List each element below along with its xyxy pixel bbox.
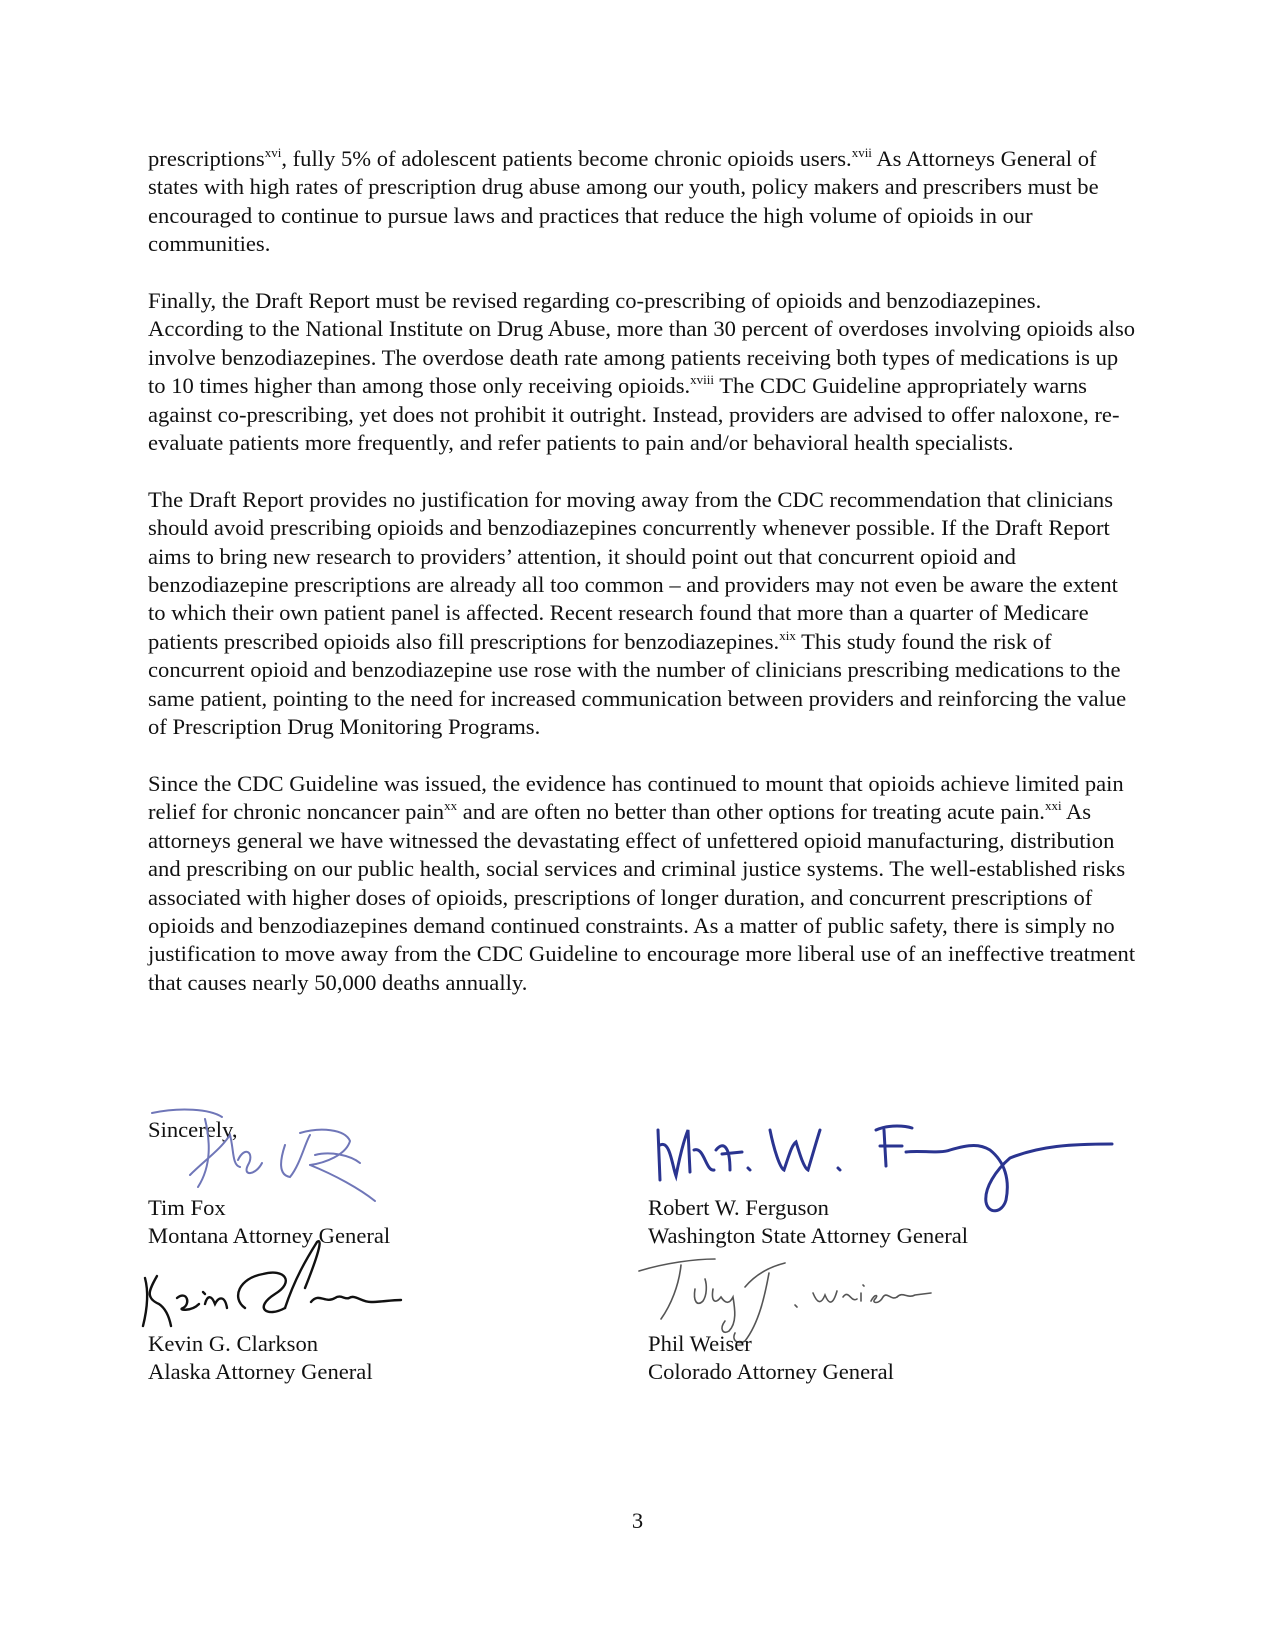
paragraph-text: This study found the risk of concurrent opioid and benzodiazepine use rose with the number of clinicians prescribing medications to the same patient, pointing to the need for increased communication between providers and reinforcing the value of Prescription Drug Monitoring Programs. [148, 628, 1127, 740]
signatory-name: Phil Weiser [648, 1331, 752, 1356]
footnote-marker: xviii [690, 372, 715, 388]
signatory-block [148, 1330, 373, 1387]
paragraph-text: As Attorneys General of states with high rates of prescription drug abuse among our youth, policy makers and prescribers must be encouraged to continue to pursue laws and practices that reduce the high volume of opioids in our communities. [148, 146, 1099, 257]
footnote-marker: xvi [264, 145, 282, 160]
paragraph-text: The Draft Report provides no justification for moving away from the CDC recommendation that clinicians should avoid prescribing opioids and benzodiazepines concurrently whenever possible. If the Draft Report aims to bring new research to providers’ attention, it should point out that concurrent opioid and benzodiazepine prescriptions are already all too common – and providers may not even be aware the extent to which their own patient panel is affected. Recent research found that more than a quarter of Medicare patients prescribed opioids also fill prescriptions for benzodiazepines. [148, 486, 1118, 654]
paragraph-text: and are often no better than other options for treating acute pain. [457, 799, 1045, 825]
closing-salutation: Sincerely, [148, 1117, 238, 1142]
signatory-block [148, 1194, 390, 1251]
footnote-marker: xvii [851, 145, 872, 160]
paragraph-text: The CDC Guideline appropriately warns against co-prescribing, yet does not prohibit it outright. Instead, providers are advised to offer naloxone, re-evaluate patients more frequently, and refer patients to pain and/or behavioral health specialists. [148, 373, 1120, 456]
signatory-title: Colorado Attorney General [648, 1359, 894, 1385]
signature-kevin-clarkson [135, 1238, 405, 1333]
paragraph [148, 486, 1138, 742]
paragraph-text: Finally, the Draft Report must be revised regarding co-prescribing of opioids and benzodiazepines. According to the National Institute on Drug Abuse, more than 30 percent of overdoses involving opioids also involve benzodiazepines. The overdose death rate among patients receiving both types of medications is up to 10 times higher than among those only receiving opioids. [148, 288, 1136, 399]
letter-body [148, 145, 1138, 1026]
paragraph-text: As attorneys general we have witnessed the devastating effect of unfettered opioid manufacturing, distribution and prescribing on our public health, social services and criminal justice systems. The well-established risks associated with higher doses of opioids, prescriptions of longer duration, and concurrent prescriptions of opioids and benzodiazepines demand continued constraints. As a matter of public safety, there is simply no justification to move away from the CDC Guideline to encourage more liberal use of an ineffective treatment that causes nearly 50,000 deaths annually. [148, 799, 1136, 995]
signatory-block [648, 1194, 968, 1251]
footnote-marker: xxi [1044, 798, 1062, 814]
page-number: 3 [631, 1508, 644, 1533]
paragraph-text: prescriptions [148, 146, 265, 171]
paragraph [148, 145, 1138, 259]
signatory-title: Alaska Attorney General [148, 1359, 373, 1385]
signatory-block [648, 1330, 894, 1387]
signatory-name: Tim Fox [148, 1195, 226, 1220]
signatory-name: Robert W. Ferguson [648, 1195, 829, 1220]
paragraph-text: Since the CDC Guideline was issued, the evidence has continued to mount that opioids achieve limited pain relief for chronic noncancer pain [148, 770, 1124, 825]
footnote-marker: xx [444, 798, 458, 814]
paragraph [148, 287, 1138, 457]
paragraph [148, 770, 1138, 997]
paragraph-text: , fully 5% of adolescent patients become chronic opioids users. [281, 146, 852, 171]
footnote-marker: xix [779, 627, 796, 643]
signatory-name: Kevin G. Clarkson [148, 1331, 319, 1356]
signatory-title: Washington State Attorney General [648, 1223, 969, 1249]
signatory-title: Montana Attorney General [148, 1223, 391, 1249]
